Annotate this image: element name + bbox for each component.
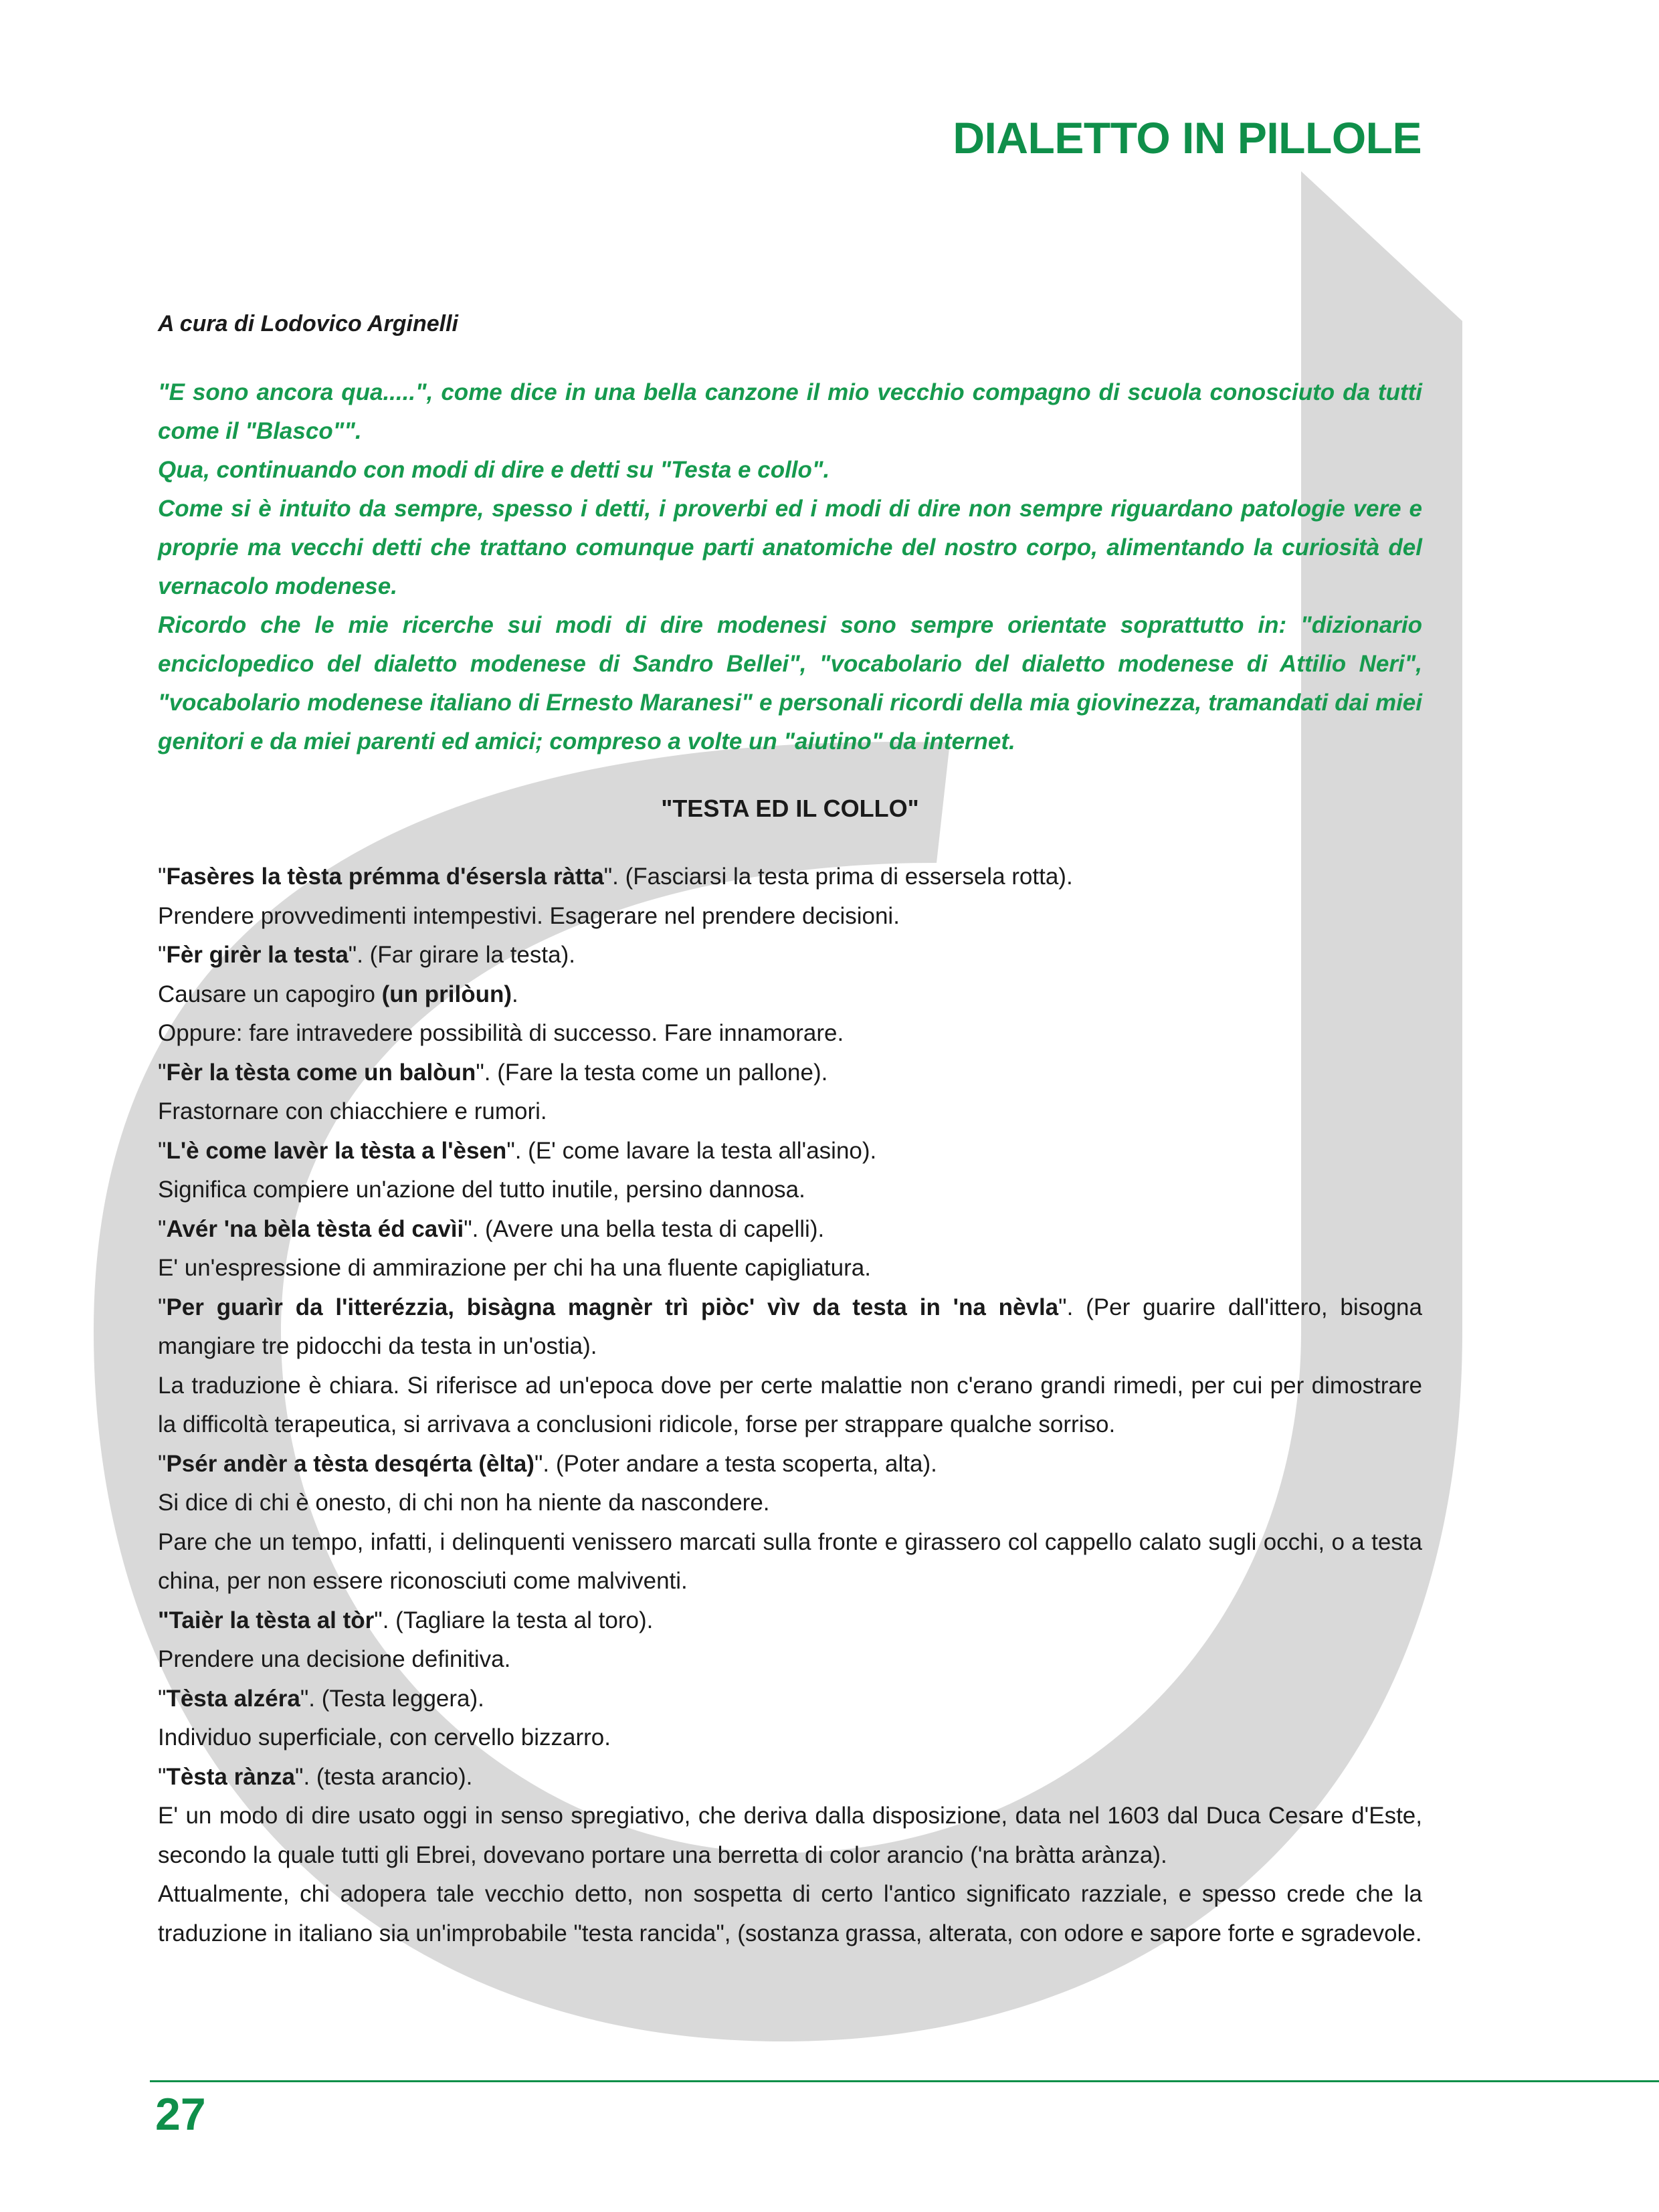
author-credit: A cura di Lodovico Arginelli [158, 311, 458, 336]
meaning-line: E' un'espressione di ammirazione per chi ha una fluente capigliatura. [158, 1255, 871, 1281]
dialect-phrase: Fèr la tèsta come un balòun [166, 1059, 476, 1086]
saying-line: "Taièr la tèsta al tòr". (Tagliare la testa al toro). [158, 1607, 654, 1633]
dialect-phrase: Per guarìr da l'itterézzia, bisàgna magnèr trì piòc' vìv da testa in 'na nèvla [166, 1294, 1059, 1320]
saying-line: "Fèr girèr la testa". (Far girare la testa). [158, 942, 575, 968]
saying-line: "Fèr la tèsta come un balòun". (Fare la testa come un pallone). [158, 1059, 828, 1086]
intro-line: Ricordo che le mie ricerche sui modi di dire modenesi sono sempre orientate soprattutto in: "dizionario enciclopedico del dialetto modenese di Sandro Bellei", "vocabolario del dialetto modenese di Attilio Neri", "vocabolario modenese italiano di Ernesto Maranesi" e personali ricordi della mia giovinezza, tramandati dai miei genitori e da miei parenti ed amici; compreso a volte un "aiutino" da internet. [158, 612, 1422, 755]
meaning-line: Individuo superficiale, con cervello bizzarro. [158, 1724, 611, 1750]
saying-line: "Tèsta rànza". (testa arancio). [158, 1763, 473, 1790]
meaning-line: La traduzione è chiara. Si riferisce ad un'epoca dove per certe malattie non c'erano grandi rimedi, per cui per dimostrare la difficoltà terapeutica, si arrivava a conclusioni ridicole, forse per strappare qualche sorriso. [158, 1372, 1422, 1437]
meaning-line: Causare un capogiro (un prilòun). [158, 981, 518, 1007]
page-title: DIALETTO IN PILLOLE [953, 113, 1422, 163]
saying-line: "Tèsta alzéra". (Testa leggera). [158, 1685, 484, 1712]
meaning-line: Pare che un tempo, infatti, i delinquenti venissero marcati sulla fronte e girassero col cappello calato sugli occhi, o a testa china, per non essere riconosciuti come malviventi. [158, 1528, 1422, 1594]
dialect-phrase: Psér andèr a tèsta desqérta (èlta) [166, 1450, 534, 1477]
meaning-line: Frastornare con chiacchiere e rumori. [158, 1098, 547, 1124]
dialect-phrase: "Taièr la tèsta al tòr [158, 1607, 375, 1633]
saying-line: "Per guarìr da l'itterézzia, bisàgna magnèr trì piòc' vìv da testa in 'na nèvla". (Per guarire dall'ittero, bisogna mangiare tre pidocchi da testa in un'ostia). [158, 1294, 1422, 1359]
page-number: 27 [155, 2089, 206, 2140]
meaning-line: Prendere una decisione definitiva. [158, 1646, 511, 1672]
meaning-line: Attualmente, chi adopera tale vecchio detto, non sospetta di certo l'antico significato razziale, e spesso crede che la traduzione in italiano sia un'improbabile "testa rancida", (sostanza grassa, alterata, con odore e sapore forte e sgradevole. [158, 1881, 1422, 1946]
dialect-phrase: Fasères la tèsta prémma d'ésersla ràtta [166, 864, 604, 890]
dialect-phrase: L'è come lavèr la tèsta a l'èsen [166, 1137, 507, 1164]
meaning-line: Si dice di chi è onesto, di chi non ha niente da nascondere. [158, 1490, 770, 1516]
article-body [158, 858, 1422, 1953]
meaning-line: Oppure: fare intravedere possibilità di successo. Fare innamorare. [158, 1020, 844, 1046]
meaning-line: Significa compiere un'azione del tutto inutile, persino dannosa. [158, 1177, 805, 1203]
dialect-phrase: Tèsta alzéra [166, 1685, 300, 1712]
saying-line: "Psér andèr a tèsta desqérta (èlta)". (Poter andare a testa scoperta, alta). [158, 1450, 937, 1477]
intro-paragraphs [158, 373, 1422, 761]
section-heading: "TESTA ED IL COLLO" [661, 795, 919, 822]
dialect-phrase: Tèsta rànza [166, 1763, 296, 1790]
saying-line: "L'è come lavèr la tèsta a l'èsen". (E' come lavare la testa all'asino). [158, 1137, 877, 1164]
intro-line: Come si è intuito da sempre, spesso i detti, i proverbi ed i modi di dire non sempre riguardano patologie vere e proprie ma vecchi detti che trattano comunque parti anatomiche del nostro corpo, alimentando la curiosità del vernacolo modenese. [158, 496, 1422, 599]
intro-line: "E sono ancora qua.....", come dice in una bella canzone il mio vecchio compagno di scuola conosciuto da tutti come il "Blasco"". [158, 379, 1422, 444]
dialect-phrase: (un prilòun) [381, 981, 512, 1007]
footer-divider [150, 2080, 1659, 2082]
intro-line: Qua, continuando con modi di dire e detti su "Testa e collo". [158, 457, 830, 483]
meaning-line: E' un modo di dire usato oggi in senso spregiativo, che deriva dalla disposizione, data nel 1603 dal Duca Cesare d'Este, secondo la quale tutti gli Ebrei, dovevano portare una berretta di color arancio ('na bràtta arànza). [158, 1803, 1422, 1868]
dialect-phrase: Fèr girèr la testa [166, 942, 349, 968]
saying-line: "Fasères la tèsta prémma d'ésersla ràtta". (Fasciarsi la testa prima di essersela rotta). [158, 864, 1073, 890]
saying-line: "Avér 'na bèla tèsta éd cavìi". (Avere una bella testa di capelli). [158, 1215, 825, 1242]
meaning-line: Prendere provvedimenti intempestivi. Esagerare nel prendere decisioni. [158, 902, 900, 929]
dialect-phrase: Avér 'na bèla tèsta éd cavìi [166, 1215, 464, 1242]
